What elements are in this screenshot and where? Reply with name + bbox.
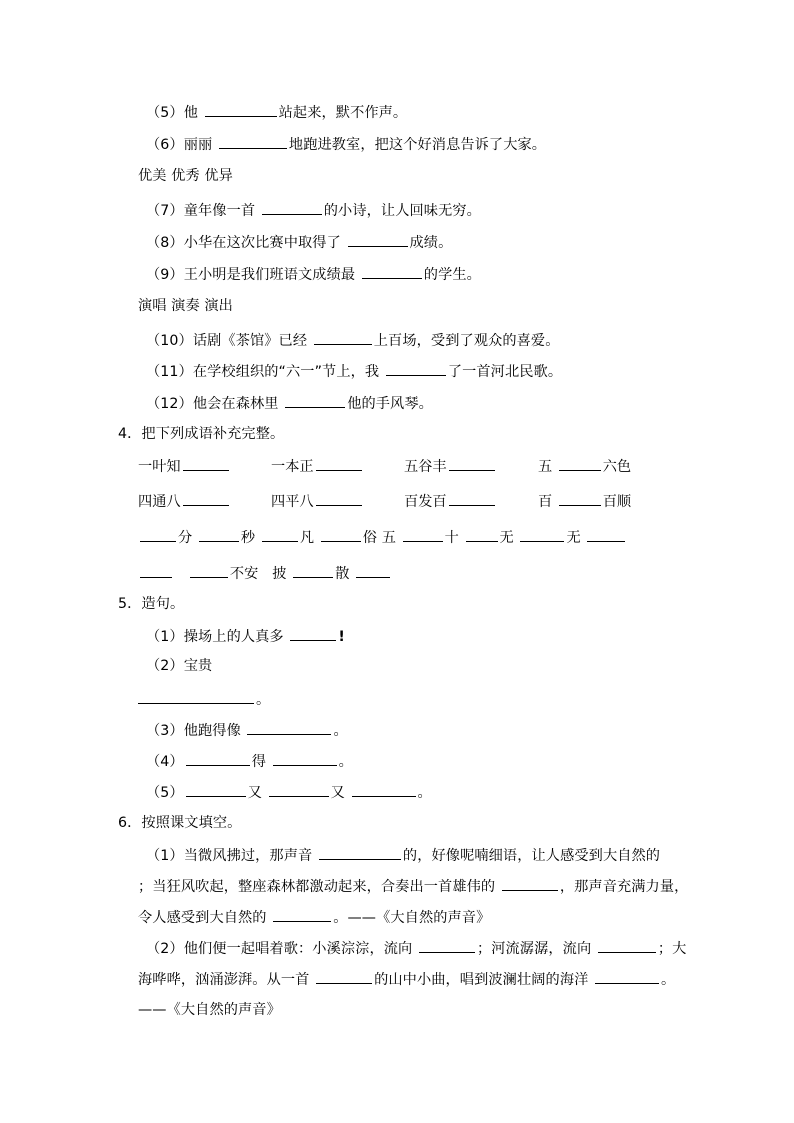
idiom-7: 百发百 [404,491,497,512]
q5-item-2: （2）宝贵 [146,658,213,674]
idiom-2: 一本正 [271,456,364,477]
answer-blank[interactable] [598,938,656,953]
answer-blank[interactable] [362,264,422,279]
answer-blank[interactable] [348,232,408,247]
answer-blank[interactable] [140,527,176,542]
answer-blank[interactable] [319,845,401,860]
q5-item-5: （5） 又 又 。 [146,782,432,803]
answer-blank[interactable] [262,527,298,542]
q6-p2-line1: （2）他们便一起唱着歌：小溪淙淙，流向 ；河流潺潺，流向 ；大 [146,938,686,959]
answer-blank[interactable] [262,200,322,215]
answer-blank[interactable] [316,491,362,506]
answer-blank[interactable] [190,563,228,578]
answer-blank[interactable] [183,456,229,471]
q3-item-11: （11）在学校组织的“六一”节上，我 了一首河北民歌。 [146,361,562,382]
answer-blank[interactable] [293,563,333,578]
q6-p2-source: ——《大自然的声音》 [138,1002,281,1018]
q3-item-7: （7）童年像一首 的小诗，让人回味无穷。 [146,200,481,221]
q5-item-4: （4） 得 。 [146,751,353,772]
answer-blank[interactable] [449,491,495,506]
q5-item-3: （3）他跑得像 。 [146,720,348,741]
q4-title: 4．把下列成语补充完整。 [118,426,285,442]
answer-blank[interactable] [183,491,229,506]
idiom-3: 五谷丰 [404,456,497,477]
answer-blank[interactable] [186,782,246,797]
q3-item-9: （9）王小明是我们班语文成绩最 的学生。 [146,264,481,285]
answer-blank[interactable] [290,626,336,641]
q3-item-12: （12）他会在森林里 他的手风琴。 [146,393,433,414]
q6-p1-line1: （1）当微风拂过，那声音 的，好像呢喃细语，让人感受到大自然的 [146,845,660,866]
answer-blank[interactable] [314,330,372,345]
idiom-row-3: 分 秒 凡 俗 五 十 无 无 [138,527,627,548]
answer-blank[interactable] [403,527,443,542]
idiom-row-4: 不安 披 散 [138,563,392,584]
answer-blank[interactable] [269,782,329,797]
idiom-5: 四通八 [138,491,231,512]
q6-p1-line2: ；当狂风吹起，整座森林都激动起来，合奏出一首雄伟的 ，那声音充满力量， [138,876,688,897]
q3-item-6: （6）丽丽 地跑进教室，把这个好消息告诉了大家。 [146,134,546,155]
answer-blank[interactable] [138,689,254,704]
answer-blank[interactable] [205,102,277,117]
q5-title: 5．造句。 [118,596,185,612]
q3-item-5: （5）他 站起来，默不作声。 [146,102,407,123]
answer-blank[interactable] [316,456,362,471]
idiom-1: 一叶知 [138,456,231,477]
q6-p2-line2: 海哗哗，汹涌澎湃。从一首 的山中小曲，唱到波澜壮阔的海洋 。 [138,969,675,990]
answer-blank[interactable] [140,563,172,578]
idiom-8: 百 百顺 [538,491,631,512]
answer-blank[interactable] [559,456,601,471]
answer-blank[interactable] [199,527,239,542]
answer-blank[interactable] [466,527,498,542]
answer-blank[interactable] [321,527,361,542]
q5-item-2-answer: 。 [138,689,270,710]
answer-blank[interactable] [449,456,495,471]
q3-item-10: （10）话剧《茶馆》已经 上百场，受到了观众的喜爱。 [146,330,560,351]
answer-blank[interactable] [559,491,601,506]
answer-blank[interactable] [386,361,446,376]
answer-blank[interactable] [316,969,372,984]
answer-blank[interactable] [273,907,331,922]
answer-blank[interactable] [502,876,558,891]
answer-blank[interactable] [595,969,659,984]
q6-title: 6．按照课文填空。 [118,815,242,831]
answer-blank[interactable] [285,393,345,408]
q3-item-8: （8）小华在这次比赛中取得了 成绩。 [146,232,452,253]
answer-blank[interactable] [352,782,416,797]
answer-blank[interactable] [587,527,625,542]
answer-blank[interactable] [419,938,475,953]
answer-blank[interactable] [356,563,390,578]
answer-blank[interactable] [247,720,331,735]
answer-blank[interactable] [186,751,250,766]
idiom-4: 五 六色 [538,456,631,477]
q5-item-1: （1）操场上的人真多 ! [146,626,345,647]
answer-blank[interactable] [273,751,337,766]
idiom-6: 四平八 [271,491,364,512]
q3-word-group: 演唱 演奏 演出 [138,298,233,314]
q6-p1-line3: 令人感受到大自然的 。——《大自然的声音》 [138,907,490,928]
q3-word-group: 优美 优秀 优异 [138,168,233,184]
answer-blank[interactable] [520,527,564,542]
answer-blank[interactable] [219,134,287,149]
